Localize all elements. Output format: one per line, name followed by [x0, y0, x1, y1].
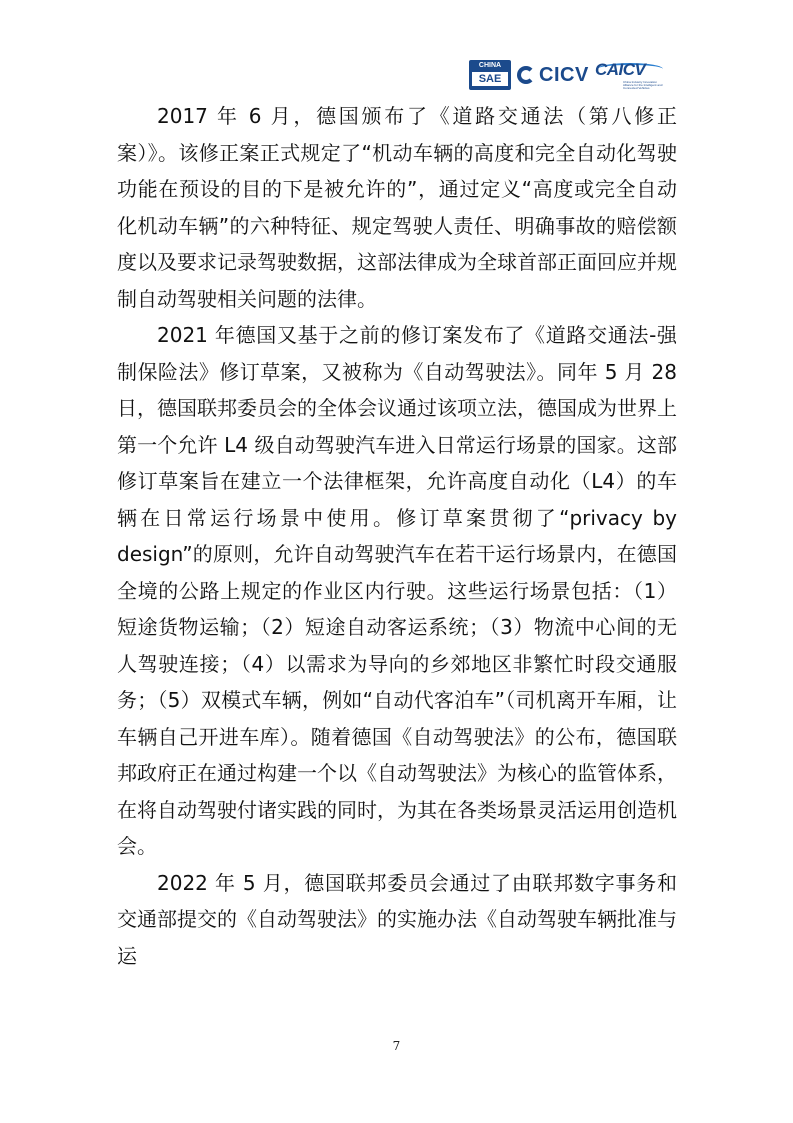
caicv-logo-subtitle: China Industry Innovation Alliance for the Intelligent and Connected Vehicles [623, 80, 663, 90]
china-sae-logo-main-text: SAE [472, 72, 508, 86]
china-sae-logo-top-text: CHINA [478, 62, 502, 69]
header-logos [469, 60, 669, 92]
cicv-logo-icon [517, 66, 535, 84]
china-sae-logo [469, 60, 511, 90]
cicv-logo [517, 62, 589, 88]
document-body [117, 98, 677, 974]
cicv-logo-text: CICV [539, 63, 589, 86]
paragraph-2017-amendment: 2017 年 6 月，德国颁布了《道路交通法（第八修正案）》。该修正案正式规定了“机动车辆的高度和完全自动化驾驶功能在预设的目的下是被允许的”，通过定义“高度或完全自动化机动车辆”的六种特征、规定驾驶人责任、明确事故的赔偿额度以及要求记录驾驶数据，这部法律成为全球首部正面回应并规制自动驾驶相关问题的法律。 [117, 104, 677, 311]
caicv-logo [595, 60, 667, 90]
paragraph-2021-autonomous-driving-act: 2021 年德国又基于之前的修订案发布了《道路交通法-强制保险法》修订草案，又被称为《自动驾驶法》。同年 5 月 28 日，德国联邦委员会的全体会议通过该项立法，德国成为世界上第一个允许 L4 级自动驾驶汽车进入日常运行场景的国家。这部修订草案旨在建立一个法律框架，允许高度自动化（L4）的车辆在日常运行场景中使用。修订草案贯彻了“privacy by design”的原则，允许自动驾驶汽车在若干运行场景内，在德国全境的公路上规定的作业区内行驶。这些运行场景包括：（1）短途货物运输；（2）短途自动客运系统；（3）物流中心间的无人驾驶连接；（4）以需求为导向的乡郊地区非繁忙时段交通服务；（5）双模式车辆，例如“自动代客泊车”（司机离开车厢，让车辆自己开进车库）。随着德国《自动驾驶法》的公布，德国联邦政府正在通过构建一个以《自动驾驶法》为核心的监管体系，在将自动驾驶付诸实践的同时，为其在各类场景灵活运用创造机会。 [117, 323, 677, 858]
caicv-logo-text: CAICV [595, 60, 646, 79]
page-number: 7 [392, 1039, 401, 1053]
paragraph-2022-implementation: 2022 年 5 月，德国联邦委员会通过了由联邦数字事务和交通部提交的《自动驾驶法》的实施办法《自动驾驶车辆批准与运 [117, 870, 677, 968]
